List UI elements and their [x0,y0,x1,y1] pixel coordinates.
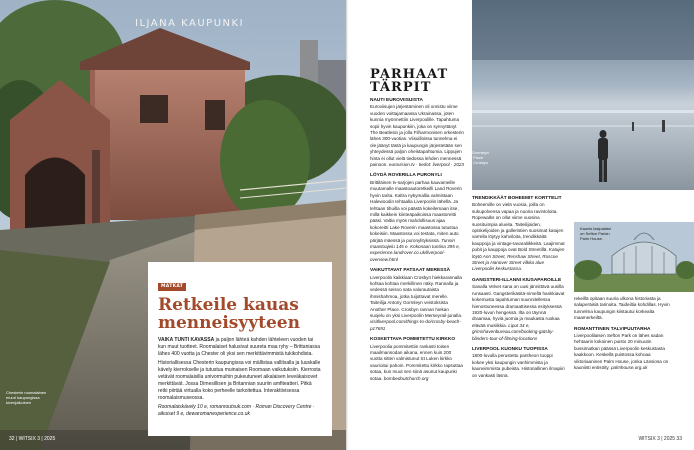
body-lead: VAIKA TUNTI KAVASSA [158,337,215,343]
tip-heading: LIVERPOOL KUONKU TUOPISSA [472,346,548,352]
photo-caption-sea: Antony Gormleyn Another Place patsaita Crosbyn rannalla [458,150,489,170]
feature-body [158,337,322,418]
page-folio-right: WITSIX 3 | 2025 33 [638,436,682,442]
column-a [370,98,464,382]
page-folio-left: 32 | WITSIX 3 | 2025 [9,436,56,442]
another-place-photo [472,0,694,190]
tip-heading: NAUTI EUROVIISUISTA [370,98,423,103]
body-credit: Roomalaiskävely 10 e, romanroutsuk.com · Roman Discovery Centre · aikuiset 9 e, dewaromanexperience.co.uk [158,404,315,417]
body-text: ja paljon lähteä kahden lähteleen vuoden tai kun muut tuotteet. Roomalaiset halusivat suureta maa ryhy – Brittaniassa lähes 400 vuotta ja Chester oli yksi sen merkittävimmistä tukikohdista. [158,337,321,357]
tip-text: Boheemille on vielä vuosia, joilla on sukupolvensa vapaa ja nuoria ravintoloita. Ropewalks on ollut viime vuosina suosituimpia alueita. Taiteilijoiden, opiskelijoiden ja galleristien suosimat katujen varrella löytyy kahviloita, trendikkäitä kauppoja ja vintage-tavaraliikkeitä. Laajimmat pubit ja kauppoja ovat Bold Streetillä. Katujen löytö Ann Street, Renshaw Street, Roscoe Street ja Hanover Street vilkka alue Liverpoolin keskustassa. [472,202,565,272]
column-c [574,296,676,371]
tip-text: rekeillä opitaan suuria ulkona historiasta ja salaperäisiä tarinoita. Taideiltia kohdillas. Hyvin tunnelma kaupungin kiistautui korkealta maamerkeiltä. [574,296,670,321]
tip-heading: VAIKUTTAVAT PATSAAT MERESSÄ [370,268,451,274]
tip-heading: ROMANTTINEN TALVIPUUTARHA [574,326,651,332]
tip-heading: LÖYDÄ ROVERILLA PURONYLI [370,173,442,179]
tip-heading: TRENDIKKÄÄT BOHEEMIT KORTTELIT [472,196,562,201]
section-label: MATKAT [158,283,186,291]
heading-line-1: PARHAAT [370,67,449,82]
column-b [472,196,566,379]
tip-text: Euroviisujen järjestäminen oli onnistu viime vuoden voittajamaassa Ukrainassa, joten kunnia myönnettiin Liverpoolille. Tapahtuma sopii hyvin kaupunkiin, joka on synnyttänyt The Beatlesin ja jolla Filharmonisen orkesterin lähes 300-vuotias. Viisuilloissa tunnelma ei ole jäänyt tästä ja kaupungin järjestetään sen yhteydessä paljon oheistapahtumia. Lippujen hinta ei ollut vielä tiedossa lehden mennessä painoon. eurovision.tv · tiedot: liverpool · 2023 [370,104,464,168]
feature-article [148,262,332,436]
tip-text: 1800-luvulla perustettu pantheon tuoppi kokee yksi kaupungin vanhimmista ja kauneimmista pubeista. Historiallinen ilmapiiri on vankasti läsnä. [472,353,565,378]
tip-text: Sanalla Velvet sana on uusi jännittävä uusilla runsaasti. Gangsterikäsitä-nimellä hankkiavat kokemusta tapahtuman suunnitellessa hienostuneessa dramaattisessa esityksessä 1920-luvun hengessä. Ilta on täynnä draamaa, hyviä juomia ja maukasta ruokaa elävää musiikkia. Liput 34 e, grimshavenbureau.com/booking-gatsby-blinders-tour-of-filming-locations [472,284,565,341]
page-heading [370,68,448,94]
photo-caption-left: Chesterin roomalainen muuri kaupungissa kivenjalkoinen [6,390,47,405]
tip-text: Liverpoolia pommitettiin rankasti toisen maailmansodan aikana, ennen kuin 200 vuotta sitten valmistunut St Luken kirkko vaurioitui pahoin. Pommitettu kirkko rapsuttaa sotaa, kun muut sen siinä asunut kaupunki sotaa. bombedoutchurch.org [370,343,463,381]
body-text-2: Historiallisessa Chesterin kaupungissa voi mällistaa vallitsalla ja luuskalle kävely kierrokselle ja tutustua muinaisen Roomaan vaikutuksiin. Kierrosta vetävät roomalaisilla univormuihin pukeutuneet aikalaisen leveäkaisovet merkittävät. Jossa Dimesillisen ja Britannian suuriin amfiteatteri. Pitkä retki piirtää virtualla koko perheelle tarkoitettua. Interaktiivisessa roomalaismuseossa. [158,360,321,401]
tip-text: Liverpoolin kaikkiaan Crosbyn hiekkarannalla kohtaa kohtaa merkillinen näky. Rannalla ja vedessä seisoo sata valurautaista ihmishahmoa, jotka tuijottavat merelle. Taiteilija Antony Gormleyn veistoksista Another Place. Crosbyn rannan hiekan suojelu on yksi Liverpoolin Merseyrail-junalla. visitliverpool.com/things-to-do/crosby-beach-p17691 [370,274,463,331]
heading-line-2: TÄRPIT [370,80,432,95]
tip-text: Liverpoolilaisen Sefton Park on lähes sadan hehtaarin kokoinen puisto 20 minuutin bussimatkan päässä Liverpoolin keskustasta kaakkoon. Keskellä puistossa kohoaa viktoriaaninen Palm House, jonka Länsiosa on kauniisti entisöity. palmhouse.org.uk [574,333,669,371]
right-page [348,0,694,450]
tip-heading: GANGSTERI-ILLANNI KIUSAPAROILLE [472,277,562,283]
photo-caption-palm: Kaunis lasipalatsi on Sefton Parkin Palm House. [580,226,611,241]
author-name: ILJANA KAUPUNKI [135,18,245,29]
tip-heading: KOSKETTAVA POMMITETTU KIRKKO [370,337,456,343]
feature-title: Retkeile kauas menneisyyteen [158,295,300,333]
tip-text: Brittiläinen tv-sarjojen parhaa kauvameille muutamalle maastoautoretkeilli Land Roverin hyvin tarita. Kaltra nykymallia valmistaan Halewoodin tehtaalla Liverpoolin lähellä. Ja tehtaan tihuilla voi päästä kokeilemaan itse, millä kaikkein kiinteäpaikoissa maastoreitti pääsi. Valtia myös mahdollisuus ajaa kokoreitti Lake Roverin maastossa tutustua kokeisiin. Maastossa voi testata, miten auto pärjää mäessä ja puronylityksissä. Tunnin maastoajelu 145 e. Kokonaan tuntina 395 e, experience.landrover.co.uk/liverpool-overview.html [370,179,462,262]
